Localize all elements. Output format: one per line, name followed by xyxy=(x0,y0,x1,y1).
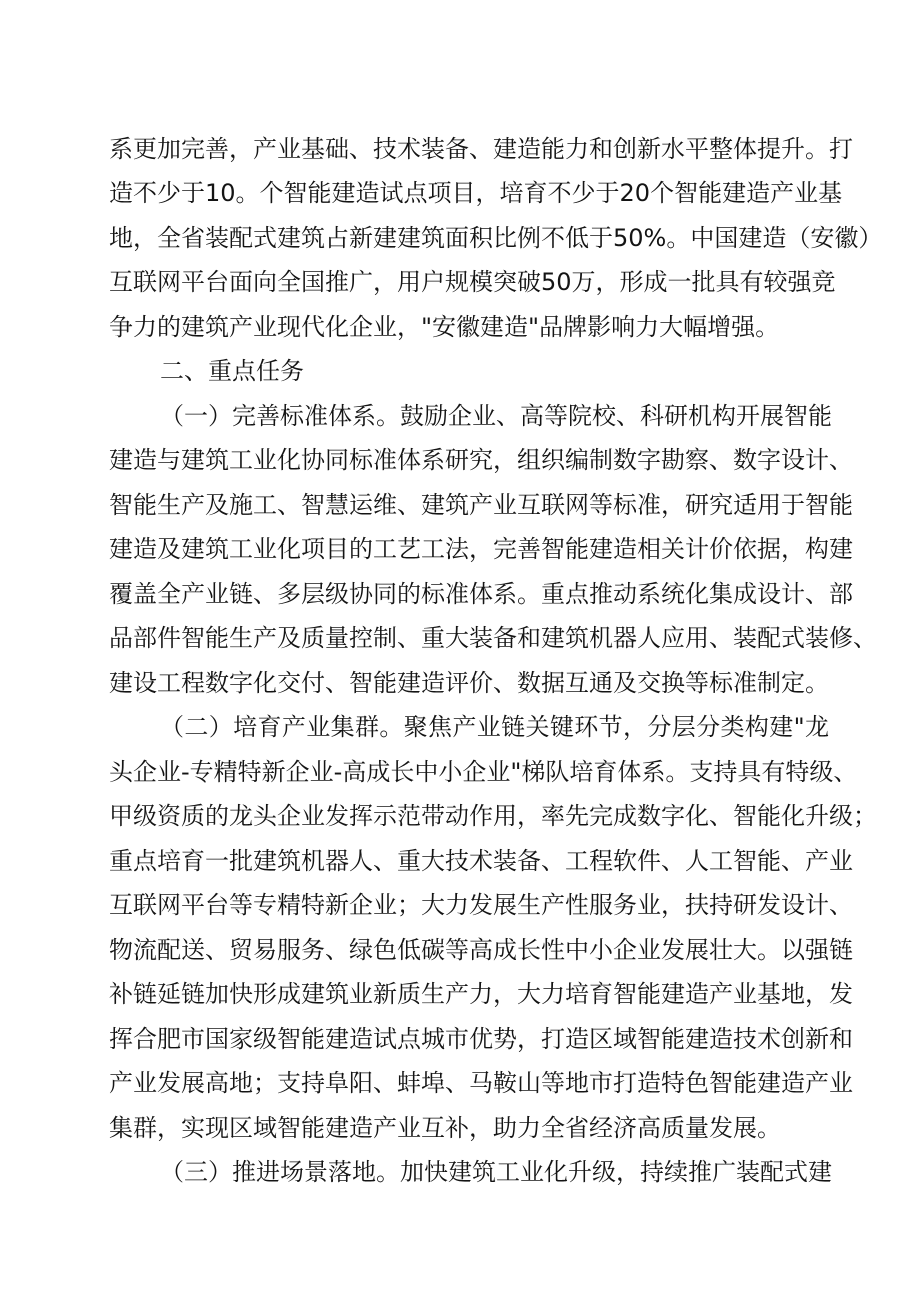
body-text-line: 造不少于10。个智能建造试点项目，培育不少于20个智能建造产业基 xyxy=(109,179,843,207)
body-text-line: 甲级资质的龙头企业发挥示范带动作用，率先完成数字化、智能化升级； xyxy=(109,802,877,830)
body-text-line: 争力的建筑产业现代化企业，"安徽建造"品牌影响力大幅增强。 xyxy=(109,313,780,341)
body-text-line: 建造及建筑工业化项目的工艺工法，完善智能建造相关计价依据，构建 xyxy=(109,535,853,563)
body-text-line: 重点培育一批建筑机器人、重大技术装备、工程软件、人工智能、产业 xyxy=(109,847,853,875)
body-text-line: 集群，实现区域智能建造产业互补，助力全省经济高质量发展。 xyxy=(109,1114,781,1142)
body-text-line: 建造与建筑工业化协同标准体系研究，组织编制数字勘察、数字设计、 xyxy=(109,446,853,474)
paragraph-first-line: （三）推进场景落地。加快建筑工业化升级，持续推广装配式建 xyxy=(160,1158,832,1186)
body-text-line: 智能生产及施工、智慧运维、建筑产业互联网等标准，研究适用于智能 xyxy=(109,491,853,519)
body-text-line: 头企业-专精特新企业-高成长中小企业"梯队培育体系。支持具有特级、 xyxy=(109,758,858,786)
body-text-line: 互联网平台等专精特新企业；大力发展生产性服务业，扶持研发设计、 xyxy=(109,891,853,919)
body-text-line: 覆盖全产业链、多层级协同的标准体系。重点推动系统化集成设计、部 xyxy=(109,580,853,608)
body-text-line: 系更加完善，产业基础、技术装备、建造能力和创新水平整体提升。打 xyxy=(109,135,853,163)
body-text-line: 地，全省装配式建筑占新建建筑面积比例不低于50%。中国建造（安徽） xyxy=(109,224,883,252)
body-text-line: 互联网平台面向全国推广，用户规模突破50万，形成一批具有较强竞 xyxy=(109,268,836,296)
paragraph-first-line: （二）培育产业集群。聚焦产业链关键环节，分层分类构建"龙 xyxy=(160,713,829,741)
body-text-line: 挥合肥市国家级智能建造试点城市优势，打造区域智能建造技术创新和 xyxy=(109,1025,853,1053)
body-text-line: 品部件智能生产及质量控制、重大装备和建筑机器人应用、装配式装修、 xyxy=(109,624,877,652)
paragraph-first-line: （一）完善标准体系。鼓励企业、高等院校、科研机构开展智能 xyxy=(160,402,832,430)
body-text-line: 物流配送、贸易服务、绿色低碳等高成长性中小企业发展壮大。以强链 xyxy=(109,936,853,964)
body-text-line: 建设工程数字化交付、智能建造评价、数据互通及交换等标准制定。 xyxy=(109,669,829,697)
body-text-line: 产业发展高地；支持阜阳、蚌埠、马鞍山等地市打造特色智能建造产业 xyxy=(109,1069,853,1097)
body-text-line: 补链延链加快形成建筑业新质生产力，大力培育智能建造产业基地，发 xyxy=(109,980,853,1008)
section-heading: 二、重点任务 xyxy=(160,357,304,385)
